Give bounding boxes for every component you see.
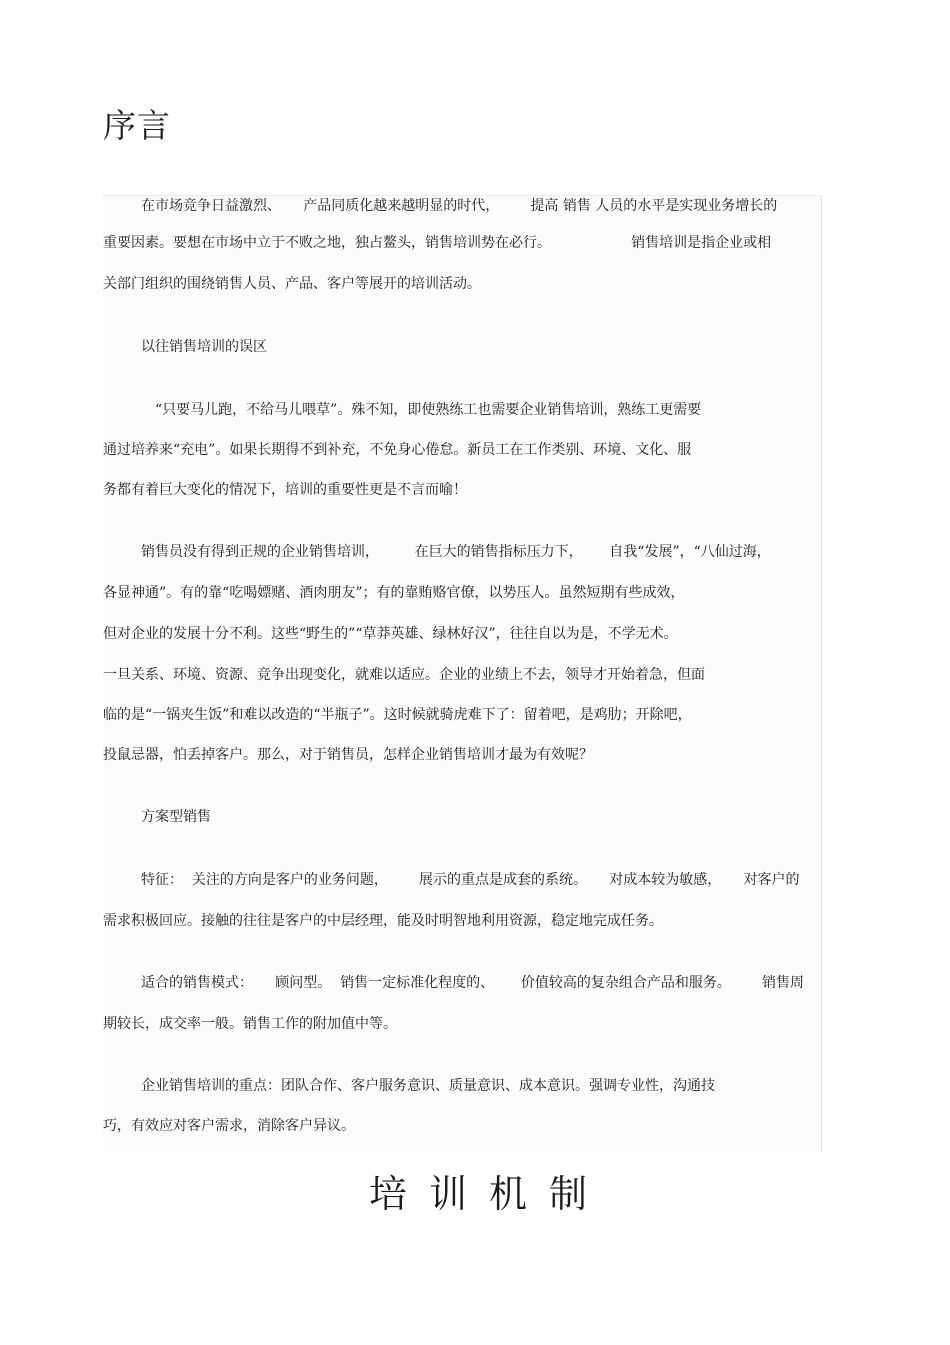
paragraph-line: 投鼠忌器，怕丢掉客户。那么，对于销售员，怎样企业销售培训才最为有效呢？: [103, 747, 593, 763]
paragraph-line: 在市场竞争日益激烈、 产品同质化越来越明显的时代， 提高 销售 人员的水平是实现业务增长的: [141, 198, 778, 214]
paragraph-line: 特征： 关注的方向是客户的业务问题， 展示的重点是成套的系统。 对成本较为敏感， 对客户的: [141, 872, 800, 888]
paragraph-line: 务都有着巨大变化的情况下，培训的重要性更是不言而喻！: [103, 482, 467, 498]
paragraph-line: 通过培养来“充电”。如果长期得不到补充，不免身心倦怠。新员工在工作类别、环境、文化、服: [103, 442, 692, 458]
section-title: 培训机制: [368, 1172, 609, 1216]
content-panel: [103, 195, 822, 1152]
paragraph-line: 但对企业的发展十分不利。这些“野生的”“草莽英雄、绿林好汉”，往往自以为是，不学无术。: [103, 626, 678, 642]
paragraph-line: 重要因素。要想在市场中立于不败之地，独占鳌头，销售培训势在必行。 销售培训是指企业或相: [103, 235, 772, 251]
paragraph-line: 销售员没有得到正规的企业销售培训， 在巨大的销售指标压力下， 自我“发展”，“八仙过海，: [141, 544, 771, 560]
section-subheading: 以往销售培训的误区: [141, 339, 267, 355]
paragraph-line: 企业销售培训的重点：团队合作、客户服务意识、质量意识、成本意识。强调专业性，沟通技: [141, 1078, 715, 1094]
paragraph-line: 巧，有效应对客户需求，消除客户异议。: [103, 1118, 355, 1134]
section-subheading: 方案型销售: [141, 809, 211, 825]
paragraph-line: “只要马儿跑，不给马儿喂草”。殊不知，即使熟练工也需要企业销售培训，熟练工更需要: [155, 402, 702, 418]
paragraph-line: 一旦关系、环境、资源、竞争出现变化，就难以适应。企业的业绩上不去，领导才开始着急，但面: [103, 667, 705, 683]
paragraph-line: 需求积极回应。接触的往往是客户的中层经理，能及时明智地利用资源，稳定地完成任务。: [103, 913, 663, 929]
paragraph-line: 期较长，成交率一般。销售工作的附加值中等。: [103, 1016, 397, 1032]
page-heading: 序言: [103, 106, 171, 145]
paragraph-line: 适合的销售模式： 顾问型。 销售一定标准化程度的、 价值较高的复杂组合产品和服务。 销售周: [141, 975, 805, 991]
paragraph-line: 关部门组织的围绕销售人员、产品、客户等展开的培训活动。: [103, 276, 481, 292]
paragraph-line: 临的是“一锅夹生饭”和难以改造的“半瓶子”。这时候就骑虎难下了：留着吧，是鸡肋；开除吧，: [103, 707, 692, 723]
paragraph-line: 各显神通”。有的靠“吃喝嫖赌、酒肉朋友”；有的靠贿赂官僚，以势压人。虽然短期有些成效，: [103, 585, 685, 601]
